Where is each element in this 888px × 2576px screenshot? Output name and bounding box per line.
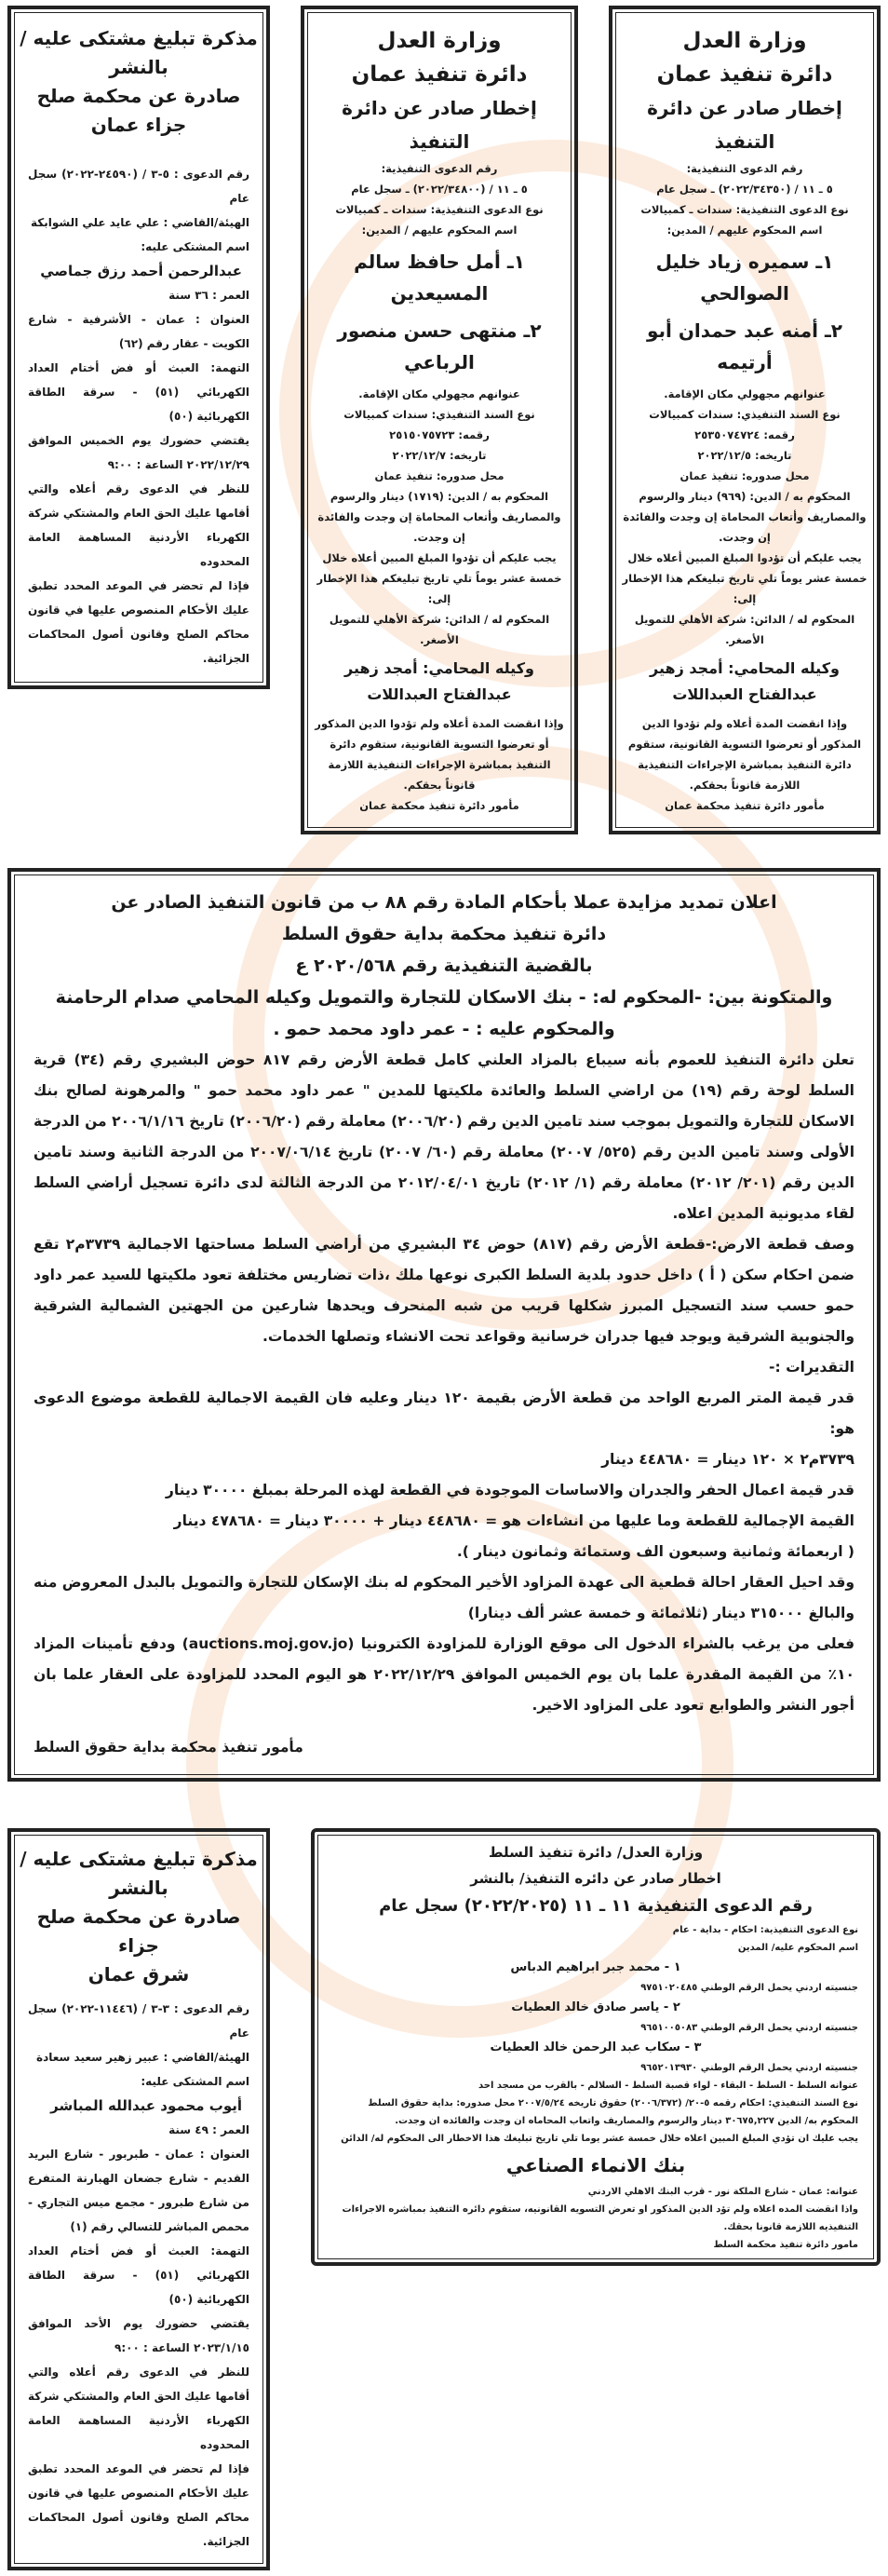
auction-parties: والمحكوم عليه : - عمر داود محمد حمو .: [273, 1019, 615, 1039]
debtor-name: ٣ - سكاب عبد الرحمن خالد العطيات: [490, 2040, 702, 2054]
auction-title: دائرة تنفيذ محكمة بداية حقوق السلط: [281, 924, 607, 944]
notice-title: شرق عمان: [87, 1963, 190, 1986]
defendant-label: اسم المشتكى عليه:: [141, 240, 249, 253]
address: عنوانه السلط - السلط - البقاء - لواء قصبة السلط - السلالم - بالقرب من مسجد احد: [478, 2081, 858, 2091]
body-line: نوع السند التنفيذي: سندات كمبيالات: [343, 408, 535, 421]
body-line: المحكوم له / الدائن: شركة الأهلي للتمويل الأصغر.: [329, 613, 550, 646]
closing-text: واذا انقضت المده اعلاه ولم تؤد الدين المذكور او تعرض التسويه القانونيه، ستقوم دائره التنفيذ بمباشره الاجراءات التنفيذيه اللازمة قانونا بحقك.: [342, 2204, 858, 2232]
body-line: المحكوم به / الدين: (١٧١٩) دينار والرسوم والمصاريف وأتعاب المحاماة إن وجدت والفائدة إن وجدت.: [317, 490, 561, 544]
auction-paragraph: ٣٧٣٩م٢ × ١٢٠ دينار = ٤٤٨٦٨٠ دينار: [601, 1451, 854, 1468]
notice-title: جزاء عمان: [90, 114, 187, 136]
case-type: نوع الدعوى التنفيذية: سندات ـ كمبيالات: [640, 203, 849, 216]
debtor-name: ٢ - ياسر صادق خالد العطيات: [511, 2000, 680, 2014]
charge: التهمة: العبث أو فض أختام العداد الكهربائي (٥١) - سرقة الطاقة الكهربائية (٥٠): [28, 361, 249, 423]
bottom-row: [7, 1828, 881, 2570]
notice-title: صادرة عن محكمة صلح: [36, 85, 241, 107]
warning: فإذا لم تحضر في الموعد المحدد تطبق عليك الأحكام المنصوص عليها في قانون محاكم الصلح وقانون أصول المحاكمات الجزائية.: [28, 579, 249, 665]
hearing: يقتضي حضورك يوم الأحد الموافق ٢٠٢٣/١/١٥ الساعة : ٩:٠٠: [28, 2317, 249, 2354]
debtor-id: جنسيته اردني يحمل الرقم الوطني ٩٦٥١٠٠٥٠٨٣: [640, 2023, 858, 2033]
case-number: رقم الدعوى التنفيذية ١١ ـ ١١ (٢٠٢٢/٢٠٢٥) سجل عام: [379, 1896, 813, 1916]
debtor-name: ١ - محمد جبر ابراهيم الدباس: [510, 1960, 681, 1974]
auction-title: اعلان تمديد مزايدة عملا بأحكام المادة رقم ٨٨ ب من قانون التنفيذ الصادر عن: [111, 892, 777, 913]
notice-title: وزارة العدل/ دائرة تنفيذ السلط: [488, 1844, 704, 1861]
body-line: رقمه: ٢٥١٥٠٧٥٧٢٣: [389, 428, 490, 441]
body-line: يجب عليكم أن تؤدوا المبلغ المبين أعلاه خلال خمسة عشر يوماً تلي تاريخ تبليغكم هذا الإخطار إلى:: [622, 551, 868, 605]
closing-text: وإذا انقضت المدة أعلاه ولم تؤدوا الدين المذكور أو تعرضوا التسوية القانونية، ستقوم دائرة التنفيذ بمباشرة الإجراءات التنفيذية اللازمة قانوناً بحقكم.: [315, 717, 564, 792]
body-line: عنوانهم مجهولي مكان الإقامة.: [358, 387, 520, 400]
notice-title: إخطار صادر عن دائرة التنفيذ: [647, 97, 842, 153]
body-line: تاريخه: ٢٠٢٢/١٢/٥: [697, 449, 792, 462]
debtor-name: ٢ـ منتهى حسن منصور الرباعي: [337, 319, 542, 373]
notice-magistrate-amman: [7, 6, 270, 689]
lawyer-name: وكيله المحامي: أمجد زهير عبدالفتاح العبداللات: [344, 659, 534, 703]
creditor-address: عنوانه: عمان - شارع الملكة نور - قرب البنك الاهلي الاردني: [587, 2187, 858, 2197]
notice-title: إخطار صادر عن دائرة التنفيذ: [342, 97, 537, 153]
top-row: [7, 6, 881, 834]
signature: مأمور دائرة تنفيذ محكمة عمان: [359, 799, 519, 812]
payment-instruction: يجب عليك ان تؤدي المبلغ المبين اعلاه خلال خمسة عشر يوما تلي تاريخ تبليغك هذا الاخطار الى المحكوم له/ الدائن: [341, 2134, 858, 2144]
judge: الهيئة/القاضي : عبير زهير سعيد سعادة: [36, 2051, 249, 2064]
case-label: رقم الدعوى التنفيذية:: [381, 162, 498, 175]
debtor-name: ١ـ أمل حافظ سالم المسيعدين: [354, 251, 525, 305]
case-number: ٥ ـ ١١ / (٢٠٢٢/٣٤٣٥٠) ـ سجل عام: [656, 183, 833, 196]
creditor-name: بنك الانماء الصناعي: [505, 2154, 686, 2176]
age: العمر : ٣٦ سنة: [168, 289, 249, 302]
defendant-name: أيوب محمود عبدالله المباشر: [50, 2097, 242, 2114]
body-line: محل صدوره: تنفيذ عمان: [679, 469, 810, 482]
case-number: رقم الدعوى : ٣-٣ / (١١٤٤٦-٢٠٢٢) سجل عام: [28, 2002, 249, 2040]
notice-title: صادرة عن محكمة صلح جزاء: [36, 1905, 241, 1957]
purpose: للنظر في الدعوى رقم أعلاه والتي أقامها عليك الحق العام والمشتكي شركة الكهرباء الأردنية المساهمة العامة المحدوده: [28, 2366, 249, 2451]
body-line: المحكوم له / الدائن: شركة الأهلي للتمويل الأصغر.: [634, 613, 855, 646]
age: العمر : ٤٩ سنة: [168, 2123, 249, 2136]
notice-title: مذكرة تبليغ مشتكى عليه /: [20, 1848, 258, 1870]
case-label: رقم الدعوى التنفيذية:: [686, 162, 803, 175]
debtor-name: ١ـ سميره زياد خليل الصوالحي: [655, 251, 834, 305]
auction-paragraph: قدر قيمة اعمال الحفر والجدران والاساسات الموجودة في القطعة لهذه المرحلة بمبلغ ٣٠٠٠٠ دينار: [165, 1482, 854, 1498]
auction-paragraph: وقد احيل العقار احالة قطعية الى عهدة المزاود الأخير المحكوم له بنك الإسكان للتجارة والتمويل بالبدل المعروض منه والبالغ ٣١٥٠٠٠ دينار (ثلاثمائة و خمسة عشر ألف دينارا): [34, 1574, 854, 1621]
case-type: نوع الدعوى التنفيذية: سندات ـ كمبيالات: [335, 203, 544, 216]
notice-execution-salt: [311, 1828, 881, 2266]
body-line: محل صدوره: تنفيذ عمان: [374, 469, 505, 482]
body-line: رقمه: ٢٥٣٥٠٧٤٧٢٤: [694, 428, 795, 441]
debtor-id: جنسيته اردني يحمل الرقم الوطني ٩٦٥٢٠١٣٩٣٠: [640, 2063, 858, 2073]
body-line: تاريخه: ٢٠٢٢/١٢/٧: [392, 449, 487, 462]
case-number: رقم الدعوى : ٥-٣ / (٢٤٥٩٠-٢٠٢٢) سجل عام: [28, 168, 249, 205]
notice-execution-amman-2: [301, 6, 578, 834]
case-number: ٥ ـ ١١ / (٢٠٢٢/٣٤٨٠٠) ـ سجل عام: [351, 183, 528, 196]
auction-paragraph: التقديرات :-: [769, 1359, 854, 1376]
auction-notice: [7, 868, 881, 1782]
auction-paragraph: القيمة الإجمالية للقطعة وما عليها من انشاءات هو = ٤٤٨٦٨٠ دينار + ٣٠٠٠٠ دينار = ٤٧٨٦٨٠ دينار: [173, 1512, 854, 1529]
auction-paragraph: تعلن دائرة التنفيذ للعموم بأنه سيباع بالمزاد العلني كامل قطعة الأرض رقم ٨١٧ حوض البشيري رقم (٣٤) قرية السلط لوحة رقم (١٩) من اراضي السلط والعائدة ملكيتها للمدين " عمر داود محمد حمو " والمرهونة لصالح بنك الاسكان للتجارة والتمويل بموجب سند تامين الدين رقم (٢٠٠٦/٢٠) معاملة رقم (٢٠٠٦/٢٠) تاريخ ٢٠٠٦/١/١٦ من الدرجة الأولى وسند تامين الدين رقم (٥٢٥/ ٢٠٠٧) معاملة رقم (٦٠/ ٢٠٠٧) تاريخ ٢٠٠٧/٠٦/١٤ من الدرجة الثانية وسند تامين الدين رقم (٢٠١/ ٢٠١٢) معاملة رقم (١/ ٢٠١٢) تاريخ ٢٠١٢/٠٤/٠١ من الدرجة الثالثة لدى دائرة تسجيل أراضي السلط لقاء مديونية المدين اعلاه.: [34, 1051, 855, 1222]
purpose: للنظر في الدعوى رقم أعلاه والتي أقامها عليك الحق العام والمشتكي شركة الكهرباء الأردنية المساهمة العامة المحدوده: [28, 482, 249, 568]
debtor-label: اسم المحكوم عليه/ المدين: [737, 1943, 858, 1953]
auction-parties: والمتكونة بين: -المحكوم له: - بنك الاسكان للتجارة والتمويل وكيله المحامي صدام الرحامنة: [55, 987, 833, 1008]
auction-paragraph: وصف قطعة الارض:-قطعة الأرض رقم (٨١٧) حوض ٣٤ البشيري من أراضي السلط مساحتها الاجمالية ٣٧٣٩م٢ تقع ضمن احكام سكن ( أ ) داخل حدود بلدية السلط الكبرى نوعها ملك ،ذات تضاريس مختلفة تعود ملكيتها للسيد عمر داود حمو حسب سند التسجيل المبرز شكلها قريب من شبه المنحرف ويحدها شارعين من الجهتين الشمالية الشرقية والجنوبية الشرقية ويوجد فيها جدران خرسانية وقواعد تحت الانشاء وتصلها الخدمات.: [34, 1236, 854, 1345]
case-type: نوع الدعوى التنفيذية: احكام - بداية - عام: [672, 1925, 858, 1935]
auction-signature: مأمور تنفيذ محكمة بداية حقوق السلط: [34, 1739, 303, 1756]
debtor-id: جنسيته اردني يحمل الرقم الوطني ٩٧٥١٠٢٠٤٨٥: [640, 1983, 858, 1993]
notice-title: بالنشر: [109, 56, 168, 78]
notice-magistrate-east-amman: [7, 1828, 270, 2570]
debtor-name: ٢ـ أمنه عبد حمدان أبو أرتيمه: [646, 319, 843, 373]
notice-title: بالنشر: [109, 1877, 168, 1899]
auction-paragraph: ( اربعمائة وثمانية وسبعون الف وستمائة وثمانون دينار ).: [456, 1543, 854, 1560]
notice-title: مذكرة تبليغ مشتكى عليه /: [20, 27, 258, 49]
notice-title: دائرة تنفيذ عمان: [656, 62, 833, 87]
body-line: يجب عليكم أن تؤدوا المبلغ المبين أعلاه خلال خمسة عشر يوماً تلي تاريخ تبليغكم هذا الإخطار إلى:: [316, 551, 562, 605]
notice-title: اخطار صادر عن دائره التنفيذ/ بالنشر: [470, 1870, 721, 1887]
debtor-label: اسم المحكوم عليهم / المدين:: [361, 224, 518, 237]
address: العنوان : عمان - الأشرفية - شارع الكويت - عقار رقم (٦٢): [28, 313, 249, 350]
debtor-label: اسم المحكوم عليهم / المدين:: [666, 224, 823, 237]
body-line: المحكوم به / الدين: (٩٦٩) دينار والرسوم والمصاريف وأتعاب المحاماة إن وجدت والفائدة إن وجدت.: [623, 490, 867, 544]
hearing: يقتضي حضورك يوم الخميس الموافق ٢٠٢٢/١٢/٢٩ الساعة : ٩:٠٠: [28, 434, 249, 471]
defendant-label: اسم المشتكى عليه:: [141, 2075, 249, 2088]
amount: المحكوم به/ الدين ٣٠٦٧٥,٢٢٧ دينار والرسوم والمصاريف واتعاب المحاماه ان وجدت والفائده ان وجدت.: [395, 2116, 858, 2126]
notice-title: دائرة تنفيذ عمان: [351, 62, 528, 87]
signature: مامور دائرة تنفيذ محكمة السلط: [713, 2240, 858, 2250]
body-line: عنوانهم مجهولي مكان الإقامة.: [664, 387, 826, 400]
judge: الهيئة/القاضي : علي عايد علي الشوابكة: [30, 216, 249, 229]
charge: التهمة: العبث أو فض أختام العداد الكهربائي (٥١) - سرقة الطاقة الكهربائية (٥٠): [28, 2244, 249, 2306]
auction-paragraph: قدر قيمة المتر المربع الواحد من قطعة الأرض بقيمة ١٢٠ دينار وعليه فان القيمة الاجمالية للقطعة موضوع الدعوى هو:: [34, 1390, 854, 1437]
auction-paragraph: فعلى من يرغب بالشراء الدخول الى موقع الوزارة للمزاودة الكترونيا (auctions.moj.gov.jo) ودفع تأمينات المزاد ١٠٪ من القيمة المقدرة علما بان يوم الخميس الموافق ٢٠٢٢/١٢/٢٩ هو اليوم المحدد للمزاودة على العقار علما بان أجور النشر والطوابع تعود على المزاود الاخير.: [34, 1635, 854, 1714]
notice-execution-amman-1: [609, 6, 881, 834]
auction-title: بالقضية التنفيذية رقم ٢٠٢٠/٥٦٨ ع: [295, 956, 593, 976]
address: العنوان : عمان - طبربور - شارع البريد القديم - شارع جضعان الهبارنة المتفرع من شارع طبرور - مجمع ميس التجاري - محمص المباشر للتسالي رقم (١): [28, 2148, 249, 2233]
document-type: نوع السند التنفيذي: احكام رقمه ٥-٢٠/ (٢٠٠٦/٣٧٢) حقوق تاريخه ٢٠٠٧/٥/٢٤ محل صدوره: بداية حقوق السلط: [368, 2098, 858, 2108]
notice-title: وزارة العدل: [682, 29, 807, 53]
signature: مأمور دائرة تنفيذ محكمة عمان: [665, 799, 825, 812]
body-line: نوع السند التنفيذي: سندات كمبيالات: [649, 408, 841, 421]
warning: فإذا لم تحضر في الموعد المحدد تطبق عليك الأحكام المنصوص عليها في قانون محاكم الصلح وقانون أصول المحاكمات الجزائية.: [28, 2462, 249, 2548]
lawyer-name: وكيله المحامي: أمجد زهير عبدالفتاح العبداللات: [650, 659, 840, 703]
closing-text: وإذا انقضت المدة أعلاه ولم تؤدوا الدين المذكور أو تعرضوا التسوية القانونية، ستقوم دائرة التنفيذ بمباشرة الإجراءات التنفيذية اللازمة قانوناً بحقكم.: [627, 717, 862, 792]
defendant-name: عبدالرحمن أحمد رزق جماصي: [40, 263, 242, 279]
notice-title: وزارة العدل: [377, 29, 502, 53]
